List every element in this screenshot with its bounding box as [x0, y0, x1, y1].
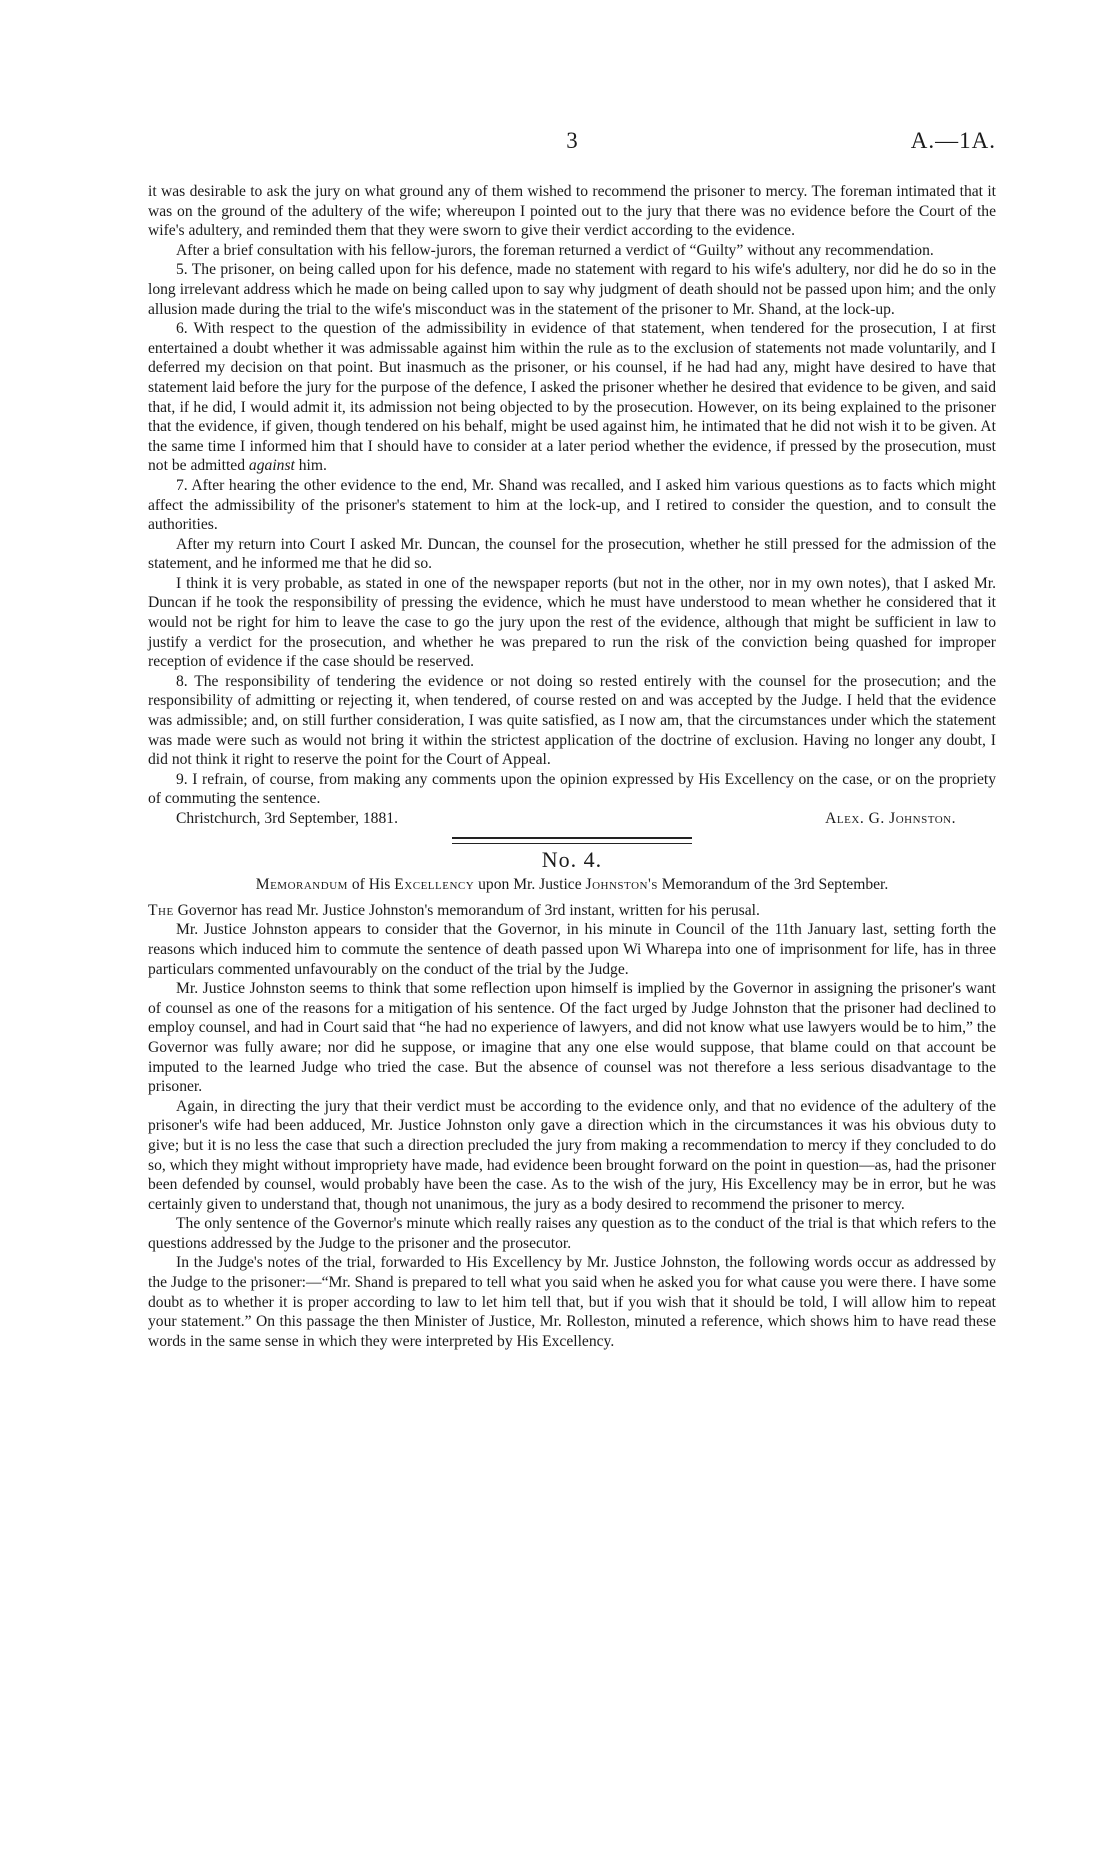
divider-rule	[452, 837, 692, 844]
paragraph-return: After my return into Court I asked Mr. Duncan, the counsel for the prosecution, whether he still pressed for the admission of the statement, and he informed me that he did so.	[148, 535, 996, 573]
paragraph-6	[148, 319, 996, 476]
signature-place-date: Christchurch, 3rd September, 1881.	[176, 810, 398, 827]
memo-paragraph-2: Mr. Justice Johnston seems to think that some reflection upon himself is implied by the Governor in assigning the prisoner's want of counsel as one of the reasons for a mitigation of his sentence. Of the fact urged by Judge Johnston that the prisoner had declined to employ counsel, and had in Court said that “he had no experience of lawyers, and did not know what use lawyers would be to him,” the Governor was fully aware; nor did he suppose, or imagine that any one else would suppose, that blame could on that account be imputed to the learned Judge who tried the case. But the absence of counsel was not therefore a less serious disadvantage to the prisoner.	[148, 980, 996, 1096]
memo-title-w4: upon Mr. Justice	[474, 876, 586, 894]
memo-title-w1: Memorandum	[255, 876, 348, 894]
body-text	[148, 182, 996, 1351]
page-number: 3	[566, 128, 578, 153]
paragraph-9: 9. I refrain, of course, from making any comments upon the opinion expressed by His Excellency on the case, or on the propriety of commuting the sentence.	[148, 770, 996, 808]
memo-paragraph-1: Mr. Justice Johnston appears to consider that the Governor, in his minute in Council of the 11th January last, setting forth the reasons which induced him to commute the sentence of death passed upon Wi Wharepa into one of imprisonment for life, has in three particulars commented unfavourably on the conduct of the trial by the Judge.	[148, 921, 996, 978]
paragraph-5: 5. The prisoner, on being called upon for his defence, made no statement with regard to his wife's adultery, nor did he do so in the long irrelevant address which he made on being called upon to say why judgment of death should not be passed upon him; and the only allusion made during the trial to the wife's misconduct was in the statement of the prisoner to Mr. Shand, at the lock-up.	[148, 261, 996, 318]
memo-first-rest: Governor has read Mr. Justice Johnston's memorandum of 3rd instant, written for his perusal.	[173, 901, 760, 919]
paragraph-continuation: it was desirable to ask the jury on what ground any of them wished to recommend the prisoner to mercy. The foreman intimated that it was on the ground of the adultery of the wife; whereupon I pointed out to the jury that there was no evidence before the Court of the wife's adultery, and reminded them that they were sworn to give their verdict according to the evidence.	[148, 183, 996, 240]
memo-paragraph-4: The only sentence of the Governor's minute which really raises any question as to the conduct of the trial is that which refers to the questions addressed by the Judge to the prisoner and the prosecutor.	[148, 1215, 996, 1252]
page-header	[148, 128, 996, 162]
memo-opening	[148, 901, 996, 921]
paragraph-7: 7. After hearing the other evidence to the end, Mr. Shand was recalled, and I asked him various questions as to facts which might affect the admissibility of the prisoner's statement to him at the lock-up, and I retired to consider the question, and to consult the authorities.	[148, 476, 996, 534]
signature-name: Alex. G. Johnston.	[825, 810, 956, 827]
memo-first-word: The	[148, 901, 174, 919]
paragraph-8: 8. The responsibility of tendering the evidence or not doing so rested entirely with the counsel for the prosecution; and the responsibility of admitting or rejecting it, when tendered, of course rested on and was accepted by the Judge. I held that the evidence was admissible; and, on still further consideration, I was quite satisfied, as I now am, that the circumstances under which the statement was made were such as would not bring it within the strictest application of the doctrine of exclusion. Having no longer any doubt, I did not think it right to reserve the point for the Court of Appeal.	[148, 672, 996, 769]
memo-paragraph-3: Again, in directing the jury that their verdict must be according to the evidence only, and that no evidence of the adultery of the prisoner's wife had been adduced, Mr. Justice Johnston only gave a direction which in the circumstances it was his obvious duty to give; but it is no less the case that such a direction precluded the jury from making a recommendation to mercy if they concluded to do so, which they might without impropriety have made, had evidence been brought forward on the point in question—as, had the prisoner been defended by counsel, would probably have been the case. As to the wish of the jury, His Excellency may be in error, but he was certainly given to understand that, though not unanimous, the jury as a body desired to recommend the prisoner to mercy.	[148, 1097, 996, 1213]
signature-line	[148, 809, 996, 829]
paragraph-6-text: 6. With respect to the question of the admissibility in evidence of that statement, when tendered for the prosecution, I at first entertained a doubt whether it was admissable against him within the rule as to the exclusion of statements not made voluntarily, and I deferred my decision on that point. But inasmuch as the prisoner, or his counsel, if he had had any, might have desired to have that statement laid before the jury for the purpose of the defence, I asked the prisoner whether he desired that evidence to be given, and said that, if he did, I would admit it, its admission not being objected to by the prosecution. However, on its being explained to the prisoner that the evidence, if given, though tendered on his behalf, might be used against him, he intimated that he did not wish it to be given. At the same time I informed him that I should have to consider at a later period whether the evidence, if pressed by the prosecution, must not be admitted	[148, 320, 996, 475]
document-reference: A.—1A.	[910, 128, 996, 153]
memorandum-title	[148, 875, 996, 895]
paragraph-newspaper: I think it is very probable, as stated in one of the newspaper reports (but not in the other, nor in my own notes), that I asked Mr. Duncan if he took the responsibility of pressing the evidence, which he must have understood to mean whether he considered that it would not be right for him to leave the case to go the jury upon the rest of the evidence, although that might be sufficient in law to justify a verdict for the prosecution, and whether he was prepared to run the risk of the conviction being quashed for improper reception of evidence if the case should be reserved.	[148, 574, 996, 671]
memo-title-w2: of His	[347, 876, 395, 894]
paragraph-6-tail: him.	[294, 457, 327, 475]
paragraph-6-italic: against	[248, 457, 295, 475]
memo-title-w5: Johnston's	[585, 876, 658, 894]
memo-title-w3: Excellency	[394, 876, 475, 894]
memo-paragraph-5: In the Judge's notes of the trial, forwarded to His Excellency by Mr. Justice Johnston, the following words occur as addressed by the Judge to the prisoner:—“Mr. Shand is prepared to tell what you said when he asked you for what cause you were there. I have some doubt as to whether it is proper according to law to let him tell that, but if you wish that it should be told, I will allow him to repeat your statement.” On this passage the then Minister of Justice, Mr. Rolleston, minuted a reference, which shows him to have read these words in the same sense in which they were interpreted by His Excellency.	[148, 1254, 996, 1350]
paragraph-verdict: After a brief consultation with his fellow-jurors, the foreman returned a verdict of “Guilty” without any recommendation.	[176, 241, 934, 259]
section-divider	[148, 837, 996, 844]
memo-title-w6: Memorandum of the 3rd September.	[657, 876, 889, 894]
section-number-title: No. 4.	[541, 846, 603, 872]
